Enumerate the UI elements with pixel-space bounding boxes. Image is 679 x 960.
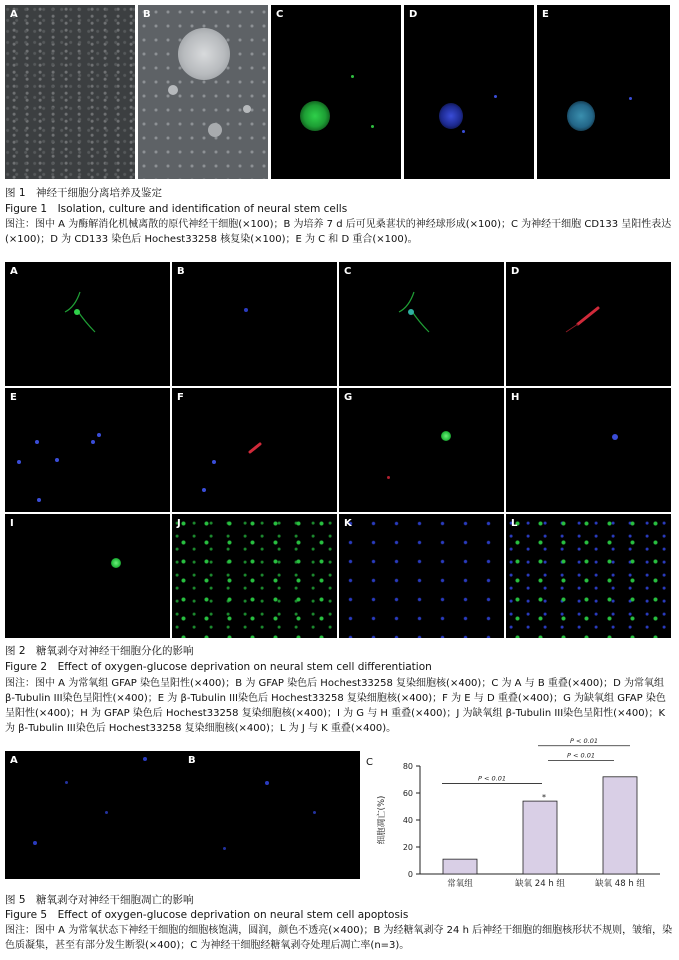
fig1-panel-b-label: B (143, 9, 151, 20)
fig2-panel-e (5, 388, 170, 512)
fig1-panel-d-label: D (409, 9, 418, 20)
significance-label: P < 0.01 (567, 751, 595, 760)
fig2-panel-j (172, 514, 337, 638)
fig2-panel-g (339, 388, 504, 512)
x-category-label: 常氧组 (447, 879, 473, 889)
fig5-panel-c-label: C (366, 757, 373, 768)
fig1-panel-b (138, 5, 268, 179)
fig2-title: 图 2 糖氧剥夺对神经干细胞分化的影响 (5, 645, 194, 657)
y-tick-label: 40 (402, 816, 413, 825)
y-tick-label: 60 (402, 789, 413, 798)
fig2-panel-l (506, 514, 671, 638)
bar (523, 801, 557, 874)
y-tick-label: 0 (407, 870, 413, 879)
fig1-panel-d (404, 5, 534, 179)
fig2-panel-a (5, 262, 170, 386)
fig1-title-en: Figure 1 Isolation, culture and identification of neural stem cells (5, 203, 348, 215)
fig2-panel-h (506, 388, 671, 512)
fig5-panel-a-label: A (10, 755, 18, 766)
fig1-panel-e-label: E (542, 9, 549, 20)
fig2-panel-b-label: B (177, 266, 185, 277)
fig2-panel-f (172, 388, 337, 512)
fig2-panel-i (5, 514, 170, 638)
fig2-panel-a-label: A (10, 266, 18, 277)
x-category-label: 缺氧 24 h 组 (515, 879, 565, 889)
fig5-panel-b (183, 751, 360, 879)
asterisk-marker: * (542, 793, 546, 803)
green-sphere (300, 101, 330, 131)
fig2-note: 图注：图中 A 为常氧组 GFAP 染色呈阳性(×400)；B 为 GFAP 染色后 Hochest33258 复染细胞核(×400)；C 为 A 与 B 重叠(×400)；D 为常氧组 β-Tubulin III染色呈阳性(×400)；E 为 β-Tubulin III染色后 Hochest33258 复染细胞核(×400)；F 为 E 与 D 重叠(×400)；G 为缺氧组 GFAP 染色呈阳性(×400)；H 为 GFAP 染色后 Hochest33258 复染细胞核(×400)；I 为 G 与 H 重叠(×400)；J 为缺氧组 β-Tubulin III染色呈阳性(×400)；K 为 β-Tubulin III染色后 Hochest33258 复染细胞核(×400)；L 为 J 与 K 重叠(×400)。 (5, 678, 666, 734)
fig2-panel-d-label: D (511, 266, 520, 277)
fig1-note: 图注：图中 A 为酶解消化机械离散的原代神经干细胞(×100)；B 为培养 7 d 后可见桑葚状的神经球形成(×100)；C 为神经干细胞 CD133 呈阳性表达(×100)；D 为 CD133 染色后 Hochest33258 核复染(×100)；E 为 C 和 D 重合(×100)。 (5, 219, 672, 245)
fig5-panel-b-label: B (188, 755, 196, 766)
significance-label: P < 0.01 (478, 774, 506, 783)
x-category-label: 缺氧 48 h 组 (595, 879, 645, 889)
fig5-note: 图注：图中 A 为常氧状态下神经干细胞的细胞核饱满，圆润，颜色不透亮(×400)；B 为经糖氧剥夺 24 h 后神经干细胞的细胞核形状不规则，皱缩，染色质凝集，甚至有部分发生断裂(×400)；C 为神经干细胞经糖氧剥夺处理后凋亡率(n=3)。 (5, 925, 673, 951)
y-tick-label: 20 (402, 843, 413, 852)
fig2-panel-k-label: K (344, 518, 352, 529)
apoptosis-bar-chart (370, 736, 670, 894)
fig5-panel-a (5, 751, 183, 879)
fig2-panel-l-label: L (511, 518, 518, 529)
fig2-panel-i-label: I (10, 518, 14, 529)
fig1-panel-a-label: A (10, 9, 18, 20)
significance-label: P < 0.01 (570, 736, 598, 745)
y-axis-label: 细胞凋亡(%) (377, 795, 387, 845)
fig1-panel-c-label: C (276, 9, 284, 20)
fig2-panel-c (339, 262, 504, 386)
fig5-title: 图 5 糖氧剥夺对神经干细胞凋亡的影响 (5, 894, 194, 906)
fig2-panel-d (506, 262, 671, 386)
fig2-panel-h-label: H (511, 392, 520, 403)
fig5-title-en: Figure 5 Effect of oxygen-glucose deprivation on neural stem cell apoptosis (5, 909, 409, 921)
fig2-panel-j-label: J (177, 518, 181, 529)
fig2-panel-k (339, 514, 504, 638)
bar (443, 859, 477, 874)
bar (603, 777, 637, 874)
fig2-panel-c-label: C (344, 266, 352, 277)
fig2-panel-e-label: E (10, 392, 17, 403)
fig2-panel-g-label: G (344, 392, 353, 403)
fig1-panel-c (271, 5, 401, 179)
fig1-title: 图 1 神经干细胞分离培养及鉴定 (5, 187, 163, 199)
fig2-panel-b (172, 262, 337, 386)
fig2-panel-f-label: F (177, 392, 184, 403)
neurosphere (178, 28, 230, 80)
fig1-panel-a (5, 5, 135, 179)
fig1-panel-e (537, 5, 670, 179)
fig2-title-en: Figure 2 Effect of oxygen-glucose deprivation on neural stem cell differentiation (5, 661, 432, 673)
y-tick-label: 80 (402, 762, 413, 771)
